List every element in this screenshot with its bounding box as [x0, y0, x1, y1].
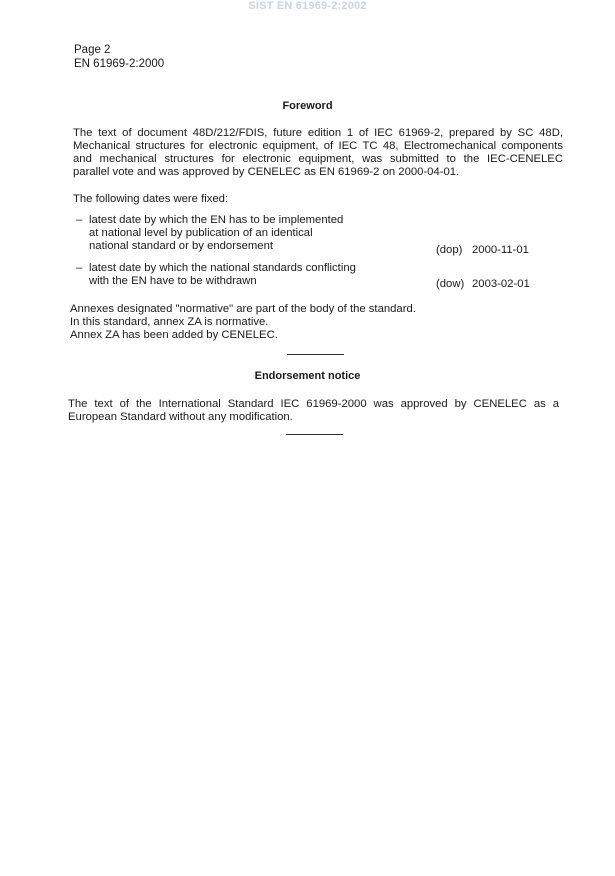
list-dash: – [76, 262, 83, 274]
section-divider [287, 354, 344, 355]
annex-notes [70, 303, 416, 342]
date-item-line: latest date by which the EN has to be implemented [89, 214, 344, 226]
date-item-line: at national level by publication of an identical [89, 227, 313, 239]
foreword-intro-line: and mechanical structures for electronic equipment, was submitted to the IEC-CENELEC [73, 153, 563, 165]
dates-intro: The following dates were fixed: [73, 193, 229, 205]
date-code-dow: (dow) [436, 278, 465, 290]
foreword-intro-line: Mechanical structures for electronic equipment, of IEC TC 48, Electromechanical components [73, 140, 563, 152]
foreword-title: Foreword [282, 100, 333, 112]
list-dash: – [76, 214, 83, 226]
endorsement-line: European Standard without any modification. [68, 411, 293, 423]
page-header [74, 43, 164, 71]
endorsement-line: The text of the International Standard IEC 61969-2000 was approved by CENELEC as a [68, 398, 559, 410]
endorsement-paragraph [68, 398, 559, 424]
endorsement-title: Endorsement notice [254, 370, 361, 382]
annex-note-line: In this standard, annex ZA is normative. [70, 316, 269, 328]
date-item-line: latest date by which the national standards conflicting [89, 262, 356, 274]
end-divider [286, 434, 343, 435]
foreword-intro-paragraph [73, 127, 563, 179]
document-watermark: SIST EN 61969-2:2002 [248, 0, 367, 12]
document-id: EN 61969-2:2000 [74, 58, 165, 70]
foreword-intro-line: parallel vote and was approved by CENELEC as EN 61969-2 on 2000-04-01. [73, 166, 460, 178]
date-item-line: with the EN have to be withdrawn [89, 275, 257, 287]
date-value-dop: 2000-11-01 [472, 244, 529, 256]
annex-note-line: Annex ZA has been added by CENELEC. [70, 329, 278, 341]
date-value-dow: 2003-02-01 [472, 278, 530, 290]
date-item-line: national standard or by endorsement [89, 240, 274, 252]
annex-note-line: Annexes designated "normative" are part of the body of the standard. [70, 303, 416, 315]
page-number: Page 2 [74, 44, 111, 56]
foreword-intro-line: The text of document 48D/212/FDIS, future edition 1 of IEC 61969-2, prepared by SC 48D, [73, 127, 563, 139]
date-code-dop: (dop) [436, 244, 463, 256]
